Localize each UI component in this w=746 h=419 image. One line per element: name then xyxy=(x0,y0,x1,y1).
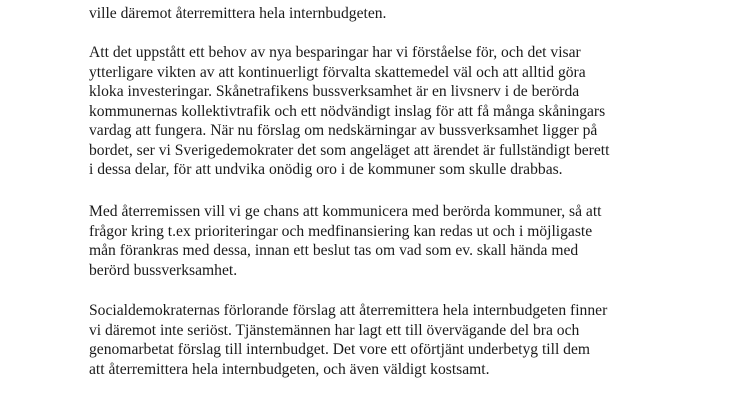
text-line: i dessa delar, för att undvika onödig oro i de kommuner som skulle drabbas. xyxy=(89,161,563,178)
text-line: kommunernas kollektivtrafik och ett nödvändigt inslag för att få många skåningars xyxy=(89,102,606,120)
text-line: ytterligare vikten av att kontinuerligt förvalta skattemedel väl och att alltid göra xyxy=(89,63,586,81)
text-line: Med återremissen vill vi ge chans att kommunicera med berörda kommuner, så att xyxy=(89,203,602,220)
text-line: Socialdemokraternas förlorande förslag att återremittera hela internbudgeten finner xyxy=(89,302,608,319)
text-line: vi däremot inte seriöst. Tjänstemännen har lagt ett till övervägande del bra och xyxy=(89,321,580,339)
text-line: frågor kring t.ex prioriteringar och medfinansiering kan redas ut och i möjligaste xyxy=(89,222,593,240)
text-line: vardag att fungera. När nu förslag om nedskärningar av bussverksamhet ligger på xyxy=(89,122,598,139)
text-line: mån förankras med dessa, innan ett beslut tas om vad som ev. skall hända med xyxy=(89,242,579,259)
text-line: Att det uppstått ett behov av nya besparingar har vi förståelse för, och det visar xyxy=(89,44,581,61)
text-line: kloka investeringar. Skånetrafikens bussverksamhet är en livsnerv i de berörda xyxy=(89,83,580,100)
paragraph-referral xyxy=(89,202,602,280)
paragraph-social-democrats xyxy=(89,301,607,379)
partial-top-line: ville däremot återremittera hela internbudgeten. xyxy=(89,5,387,22)
text-line: berörd bussverksamhet. xyxy=(89,261,238,279)
text-line: bordet, ser vi Sverigedemokrater det som angeläget att ärendet är fullständigt berett xyxy=(89,141,610,159)
text-line: att återremittera hela internbudgeten, och även väldigt kostsamt. xyxy=(89,360,490,378)
text-line: genomarbetat förslag till internbudget. Det vore ett oförtjänt underbetyg till dem xyxy=(89,341,591,358)
paragraph-savings xyxy=(89,43,609,180)
